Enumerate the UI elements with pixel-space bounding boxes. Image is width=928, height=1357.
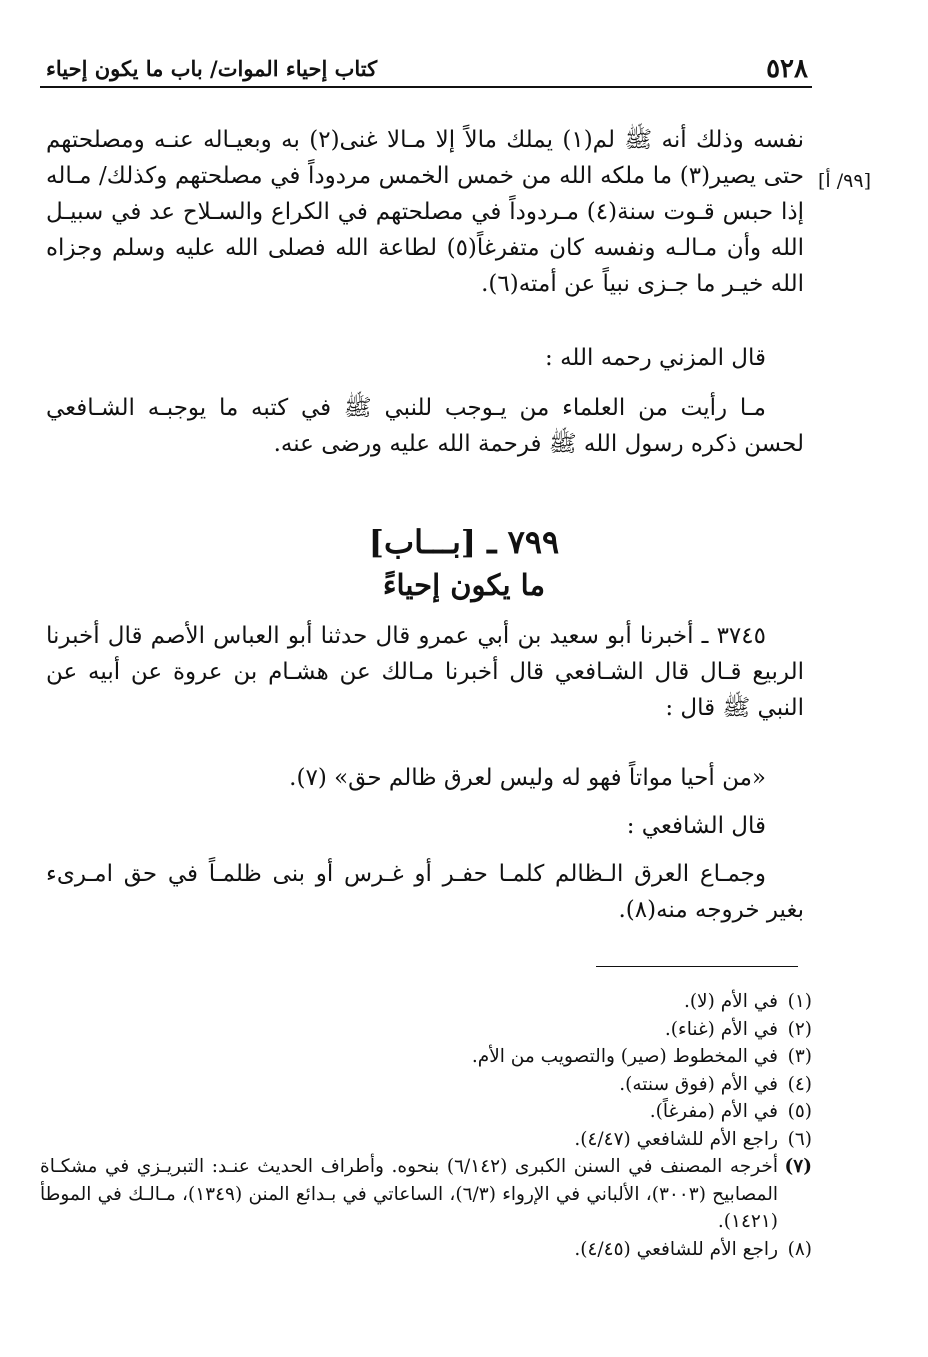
footnote-number: (٢)	[787, 1018, 812, 1040]
footnote-text: في الأم (مفرغاً).	[649, 1101, 778, 1122]
paragraph-2: مـا رأيت من العلماء من يـوجب للنبي ﷺ في كتبه ما يوجبـه الشـافعي لحسن ذكره رسول الله ﷺ فرحمة الله عليه ورضى عنه.	[46, 395, 804, 457]
footnote	[40, 1043, 812, 1071]
footnote-text: راجع الأم للشافعي (٤/٤٥).	[574, 1238, 778, 1260]
footnote-number: (٥)	[787, 1101, 812, 1122]
running-title: كتاب إحياء الموات/ باب ما يكون إحياء	[46, 56, 378, 81]
footnotes	[40, 988, 812, 1263]
chapter-number: ٧٩٩ ـ [بـــاب]	[368, 523, 560, 561]
footnote-number: (١)	[787, 991, 812, 1012]
page-header	[40, 46, 812, 88]
footnote-number: (٣)	[787, 1046, 812, 1067]
footnote-text: في الأم (فوق سنته).	[619, 1073, 778, 1095]
footnote-text: أخرجه المصنف في السنن الكبرى (٦/١٤٢) بنحوه. وأطراف الحديث عنـد: التبريـزي في مشكـاة المصابيح (٣٠٠٣)، الألباني في الإرواء (٦/٣)، الساعاتي في بـدائع المنن (١٣٤٩)، مـالـك في الموطأ (١٤٢١).	[40, 1156, 778, 1232]
footnote-text: في الأم (لا).	[683, 991, 778, 1012]
footnote	[40, 1016, 812, 1044]
chapter-title: ما يكون إحياءً	[382, 568, 546, 602]
footnote-text: راجع الأم للشافعي (٤/٤٧).	[574, 1128, 778, 1150]
footnote-divider	[596, 966, 798, 967]
footnote-number: (٦)	[787, 1128, 812, 1150]
manuscript-folio-marker: [٩٩/ أ]	[818, 170, 871, 192]
footnote	[40, 1126, 812, 1154]
footnote	[40, 1236, 812, 1264]
footnote	[40, 988, 812, 1016]
footnote-text: في الأم (غناء).	[664, 1018, 778, 1040]
footnote	[40, 1071, 812, 1099]
footnote	[40, 1153, 812, 1236]
muzani-section	[46, 340, 804, 462]
footnote-number: (٤)	[787, 1073, 812, 1095]
heading-shafii: قال الشافعي :	[626, 813, 766, 839]
footnote-text: في المخطوط (صير) والتصويب من الأم.	[471, 1046, 778, 1067]
paragraph-3: ٣٧٤٥ ـ أخبرنا أبو سعيد بن أبي عمرو قال حدثنا أبو العباس الأصم قال أخبرنا الربيع قـال قال الشـافعي قال أخبرنا مـالك عن هشـام بن عروة عن أبيه عن النبي ﷺ قال :	[46, 623, 804, 721]
hadith-text: «من أحيا مواتاً فهو له وليس لعرق ظالم حق» (٧).	[289, 765, 766, 791]
footnote-number: (٧)	[784, 1156, 812, 1177]
paragraph-4: وجمـاع العرق الـظالم كلمـا حفـر أو غـرس أو بنى ظلمـاً في حق امـرىء بغير خروجه منه(٨).	[46, 861, 804, 923]
footnote-number: (٨)	[787, 1238, 812, 1260]
footnote	[40, 1098, 812, 1126]
page-number: ٥٢٨	[766, 54, 808, 84]
paragraph-1: نفسه وذلك أنه ﷺ لم(١) يملك مالاً إلا مـالا غنى(٢) به وبعيـاله عنـه ومصلحتهم حتى يصير(٣) ما ملكه الله من خمس الخمس مردوداً في مصلحتهم وكذلك/ مـاله إذا حبس قـوت سنة(٤) مـردوداً في مصلحتهم في الكراع والسـلاح عد في سبيـل الله وأن مـالـه ونفسه كان متفرغاً(٥) لطاعة الله فصلى الله عليه وسلم وجزاه الله خيـر ما جـزى نبياً عن أمته(٦).	[46, 127, 805, 297]
heading-muzani: قال المزني رحمه الله :	[545, 345, 766, 371]
